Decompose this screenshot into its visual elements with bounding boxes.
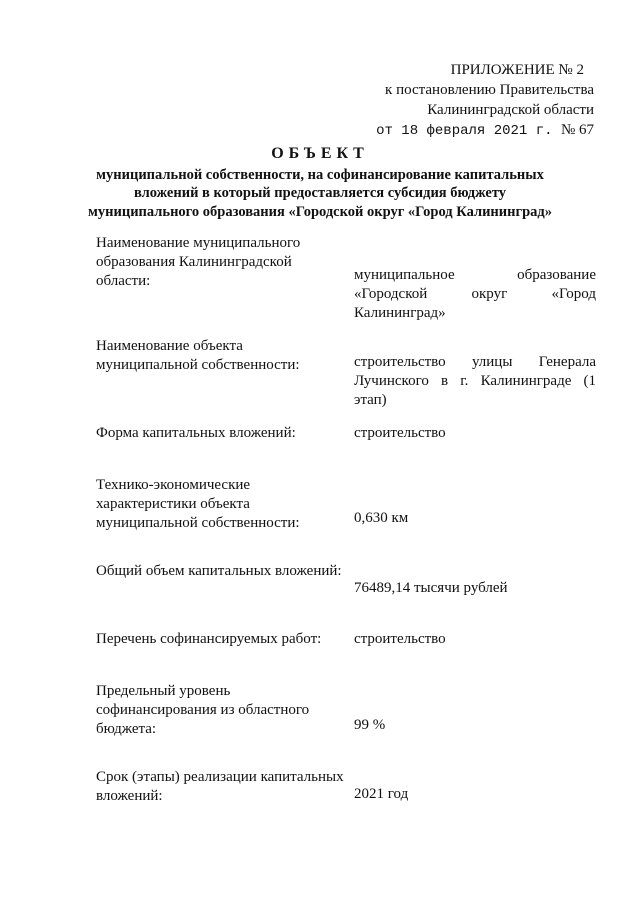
heading-line-1: муниципальной собственности, на софинансирование капитальных	[96, 166, 544, 183]
field-label: Технико-экономические характеристики объекта муниципальной собственности:	[96, 477, 300, 531]
appendix-date: от 18 февраля 2021 г.	[376, 123, 553, 139]
heading-line-3: муниципального образования «Городской округ «Город Калининград»	[88, 203, 552, 220]
field-label: Предельный уровень софинансирования из областного бюджета:	[96, 683, 310, 737]
heading-line-2: вложений в который предоставляется субсидия бюджету	[133, 185, 507, 201]
field-value: строительство улицы Генерала Лучинского в г. Калининграде (1 этап)	[354, 354, 596, 408]
appendix-date-line	[334, 120, 594, 141]
field-value: 99 %	[354, 717, 386, 733]
field-value: 76489,14 тысячи рублей	[354, 580, 508, 596]
field-label: Общий объем капитальных вложений:	[96, 563, 342, 579]
appendix-region: Калининградской области	[427, 102, 594, 118]
field-value: строительство	[354, 631, 446, 647]
document-heading	[0, 145, 640, 221]
field-value: муниципальное образование «Городской округ «Город Калининград»	[354, 267, 596, 321]
appendix-title: ПРИЛОЖЕНИЕ № 2	[450, 62, 584, 78]
field-label: Наименование объекта муниципальной собственности:	[96, 338, 300, 373]
field-label: Перечень софинансируемых работ:	[96, 631, 322, 647]
appendix-number: № 67	[560, 122, 594, 138]
field-value: 0,630 км	[354, 510, 409, 526]
field-label: Наименование муниципального образования Калининградской области:	[96, 235, 301, 289]
heading-title: ОБЪЕКТ	[271, 145, 369, 162]
field-value: 2021 год	[354, 786, 409, 802]
appendix-block	[334, 60, 594, 141]
field-label: Срок (этапы) реализации капитальных вложений:	[96, 769, 344, 804]
field-label: Форма капитальных вложений:	[96, 425, 296, 441]
field-value: строительство	[354, 425, 446, 441]
appendix-resolution: к постановлению Правительства	[385, 82, 594, 98]
